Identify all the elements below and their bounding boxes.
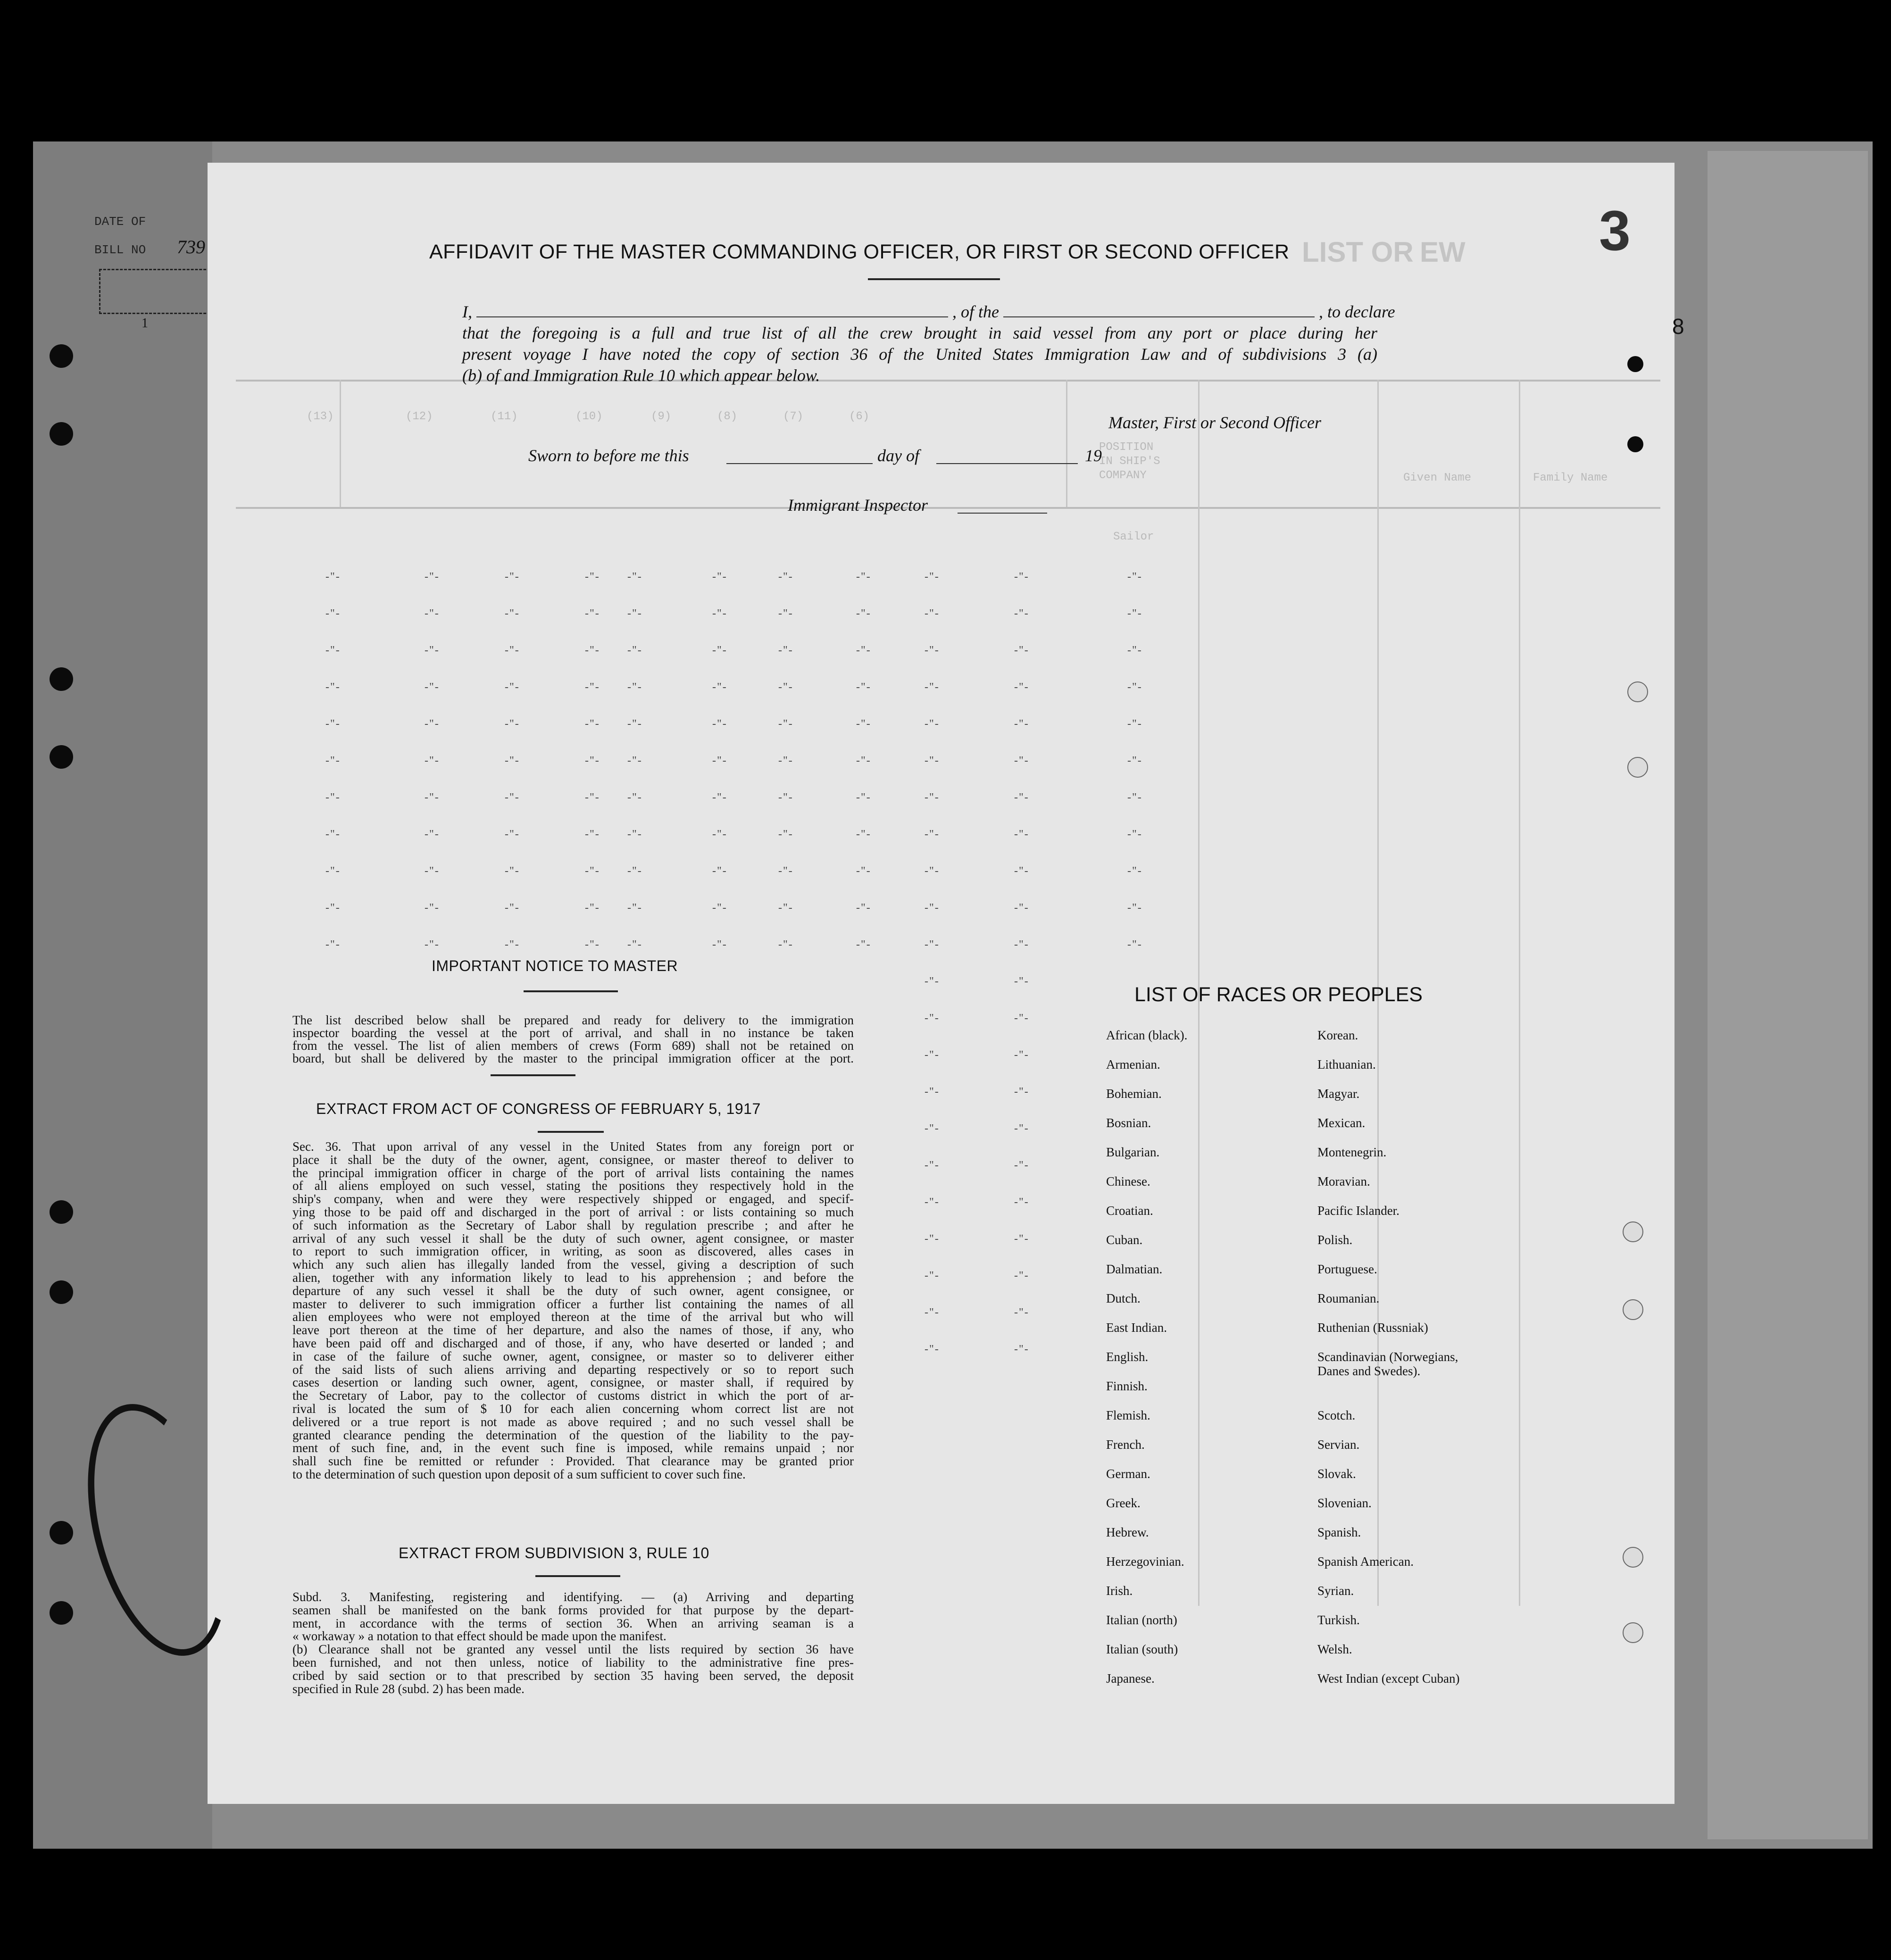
ditto-mark: -"- [1127,865,1142,877]
race-item: Polish. [1317,1233,1353,1247]
race-item: Flemish. [1106,1408,1150,1422]
reinforced-hole [1627,757,1648,778]
extract-act-line: ship's company, when and were they were respectively shipped or engaged, and specif- [292,1192,854,1206]
ditto-mark: -"- [627,607,642,620]
ditto-mark: -"- [325,718,341,730]
reinforced-hole [1623,1299,1643,1320]
showthrough-ships: IN SHIP'S [1099,455,1160,468]
ditto-mark: -"- [925,828,940,840]
binder-hole [50,745,73,769]
ditto-mark: -"- [1127,718,1142,730]
extract-act-line: of such information as the Secretary of Labor shall by regulation prescribe ; and after he [292,1218,854,1232]
showthrough-colnum: (13) [307,410,334,423]
extract-rule-line: seamen shall be manifested on the bank forms provided for that purpose by the depart- [292,1603,854,1617]
name-blank[interactable] [476,316,948,317]
affidavit-title: AFFIDAVIT OF THE MASTER COMMANDING OFFICER, OR FIRST OR SECOND OFFICER [429,241,1290,263]
ditto-mark: -"- [325,607,341,620]
extract-act-line: to report to such immigration officer, in writing, as soon as discovered, alles cases in [292,1244,854,1259]
ditto-mark: -"- [856,571,871,583]
ditto-mark: -"- [856,902,871,914]
race-item: English. [1106,1350,1149,1364]
ditto-mark: -"- [585,828,600,840]
ditto-mark: -"- [925,865,940,877]
binder-hole [50,422,73,446]
ditto-mark: -"- [325,681,341,693]
ditto-mark: -"- [712,938,727,951]
ditto-mark: -"- [778,755,793,767]
affidavit-to-declare: , to declare [1318,302,1395,321]
ditto-mark: -"- [712,755,727,767]
ditto-mark: -"- [325,571,341,583]
extract-rule-line: « workaway » a notation to that effect should be made upon the manifest. [292,1629,666,1644]
ditto-mark: -"- [925,681,940,693]
ditto-mark: -"- [585,571,600,583]
race-item: Scotch. [1317,1408,1356,1422]
ditto-mark: -"- [1014,828,1029,840]
date-label: DATE OF [94,215,146,229]
extract-act-line: Sec. 36. That upon arrival of any vessel in the United States from any foreign port or [292,1139,854,1154]
ditto-mark: -"- [778,571,793,583]
notice-line: The list described below shall be prepared and ready for delivery to the immigration [292,1013,854,1027]
extract-act-rule [538,1131,604,1133]
extract-act-line: departure of any such vessel it shall be the duty of such owner, agent consignee, or [292,1283,854,1298]
extract-rule-line: Subd. 3. Manifesting, registering and identifying. — (a) Arriving and departing [292,1590,854,1604]
ditto-mark: -"- [925,755,940,767]
ditto-mark: -"- [925,571,940,583]
ditto-mark: -"- [325,828,341,840]
ditto-mark: -"- [1014,1233,1029,1245]
signature-label: Master, First or Second Officer [1108,413,1321,432]
extract-act-line: of all aliens employed on such vessel, stating the positions they respectively hold in the [292,1179,854,1193]
showthrough-colnum: (12) [406,410,433,423]
ditto-mark: -"- [505,791,520,804]
affidavit-i: I, [462,302,472,321]
ditto-mark: -"- [1014,1159,1029,1171]
showthrough-title-end: EW [1420,236,1466,268]
ditto-mark: -"- [627,644,642,656]
ditto-mark: -"- [505,571,520,583]
ditto-mark: -"- [585,791,600,804]
ditto-mark: -"- [925,938,940,951]
ditto-mark: -"- [1014,1270,1029,1282]
reinforced-hole [1623,1547,1643,1568]
extract-rule-line: cribed by said section or to that prescribed by section 35 having been served, the deposit [292,1668,854,1683]
ditto-mark: -"- [1014,755,1029,767]
bill-label: BILL NO [94,243,146,257]
race-item: Danes and Swedes). [1317,1364,1421,1378]
binder-hole [50,667,73,691]
ditto-mark: -"- [856,718,871,730]
race-item: Magyar. [1317,1087,1360,1101]
notice-line: inspector boarding the vessel at the port of arrival, and shall in no instance be taken [292,1026,854,1040]
race-item: African (black). [1106,1028,1188,1042]
ditto-mark: -"- [1127,607,1142,620]
extract-act-line: ment of such fine, and, in the event such fine is imposed, while remains unpaid ; nor [292,1441,854,1455]
ditto-mark: -"- [778,865,793,877]
ditto-mark: -"- [1014,644,1029,656]
ditto-mark: -"- [925,607,940,620]
ditto-mark: -"- [1014,1343,1029,1355]
showthrough-colnum: (8) [717,410,738,423]
ditto-mark: -"- [712,607,727,620]
ditto-mark: -"- [1014,1196,1029,1208]
ditto-mark: -"- [627,571,642,583]
race-item: Finnish. [1106,1379,1148,1393]
race-item: East Indian. [1106,1321,1167,1335]
race-item: Italian (south) [1106,1642,1178,1656]
extract-act-line: cases desertion or landing such owner, agent, consignee, or master shall, if required by [292,1375,854,1390]
showthrough-colnum: (10) [575,410,603,423]
ditto-mark: -"- [925,1049,940,1061]
day-blank[interactable] [726,463,873,464]
day-of-label: day of [877,446,919,465]
ditto-mark: -"- [425,938,440,951]
showthrough-title: LIST OR [1302,236,1414,268]
ditto-mark: -"- [925,902,940,914]
showthrough-family: Family Name [1533,472,1608,484]
race-item: German. [1106,1467,1150,1481]
race-item: Greek. [1106,1496,1141,1510]
ditto-mark: -"- [585,681,600,693]
race-item: Japanese. [1106,1671,1155,1686]
race-item: Syrian. [1317,1584,1354,1598]
ditto-mark: -"- [712,718,727,730]
ledger-rule [236,380,1660,382]
ditto-mark: -"- [325,791,341,804]
showthrough-colnum: (11) [491,410,518,423]
race-item: Dutch. [1106,1291,1141,1305]
race-item: Spanish. [1317,1525,1361,1539]
ditto-mark: -"- [778,828,793,840]
race-item: Chinese. [1106,1174,1150,1188]
ditto-mark: -"- [1014,718,1029,730]
ditto-mark: -"- [1127,902,1142,914]
extract-act-line: of the said lists of such aliens arriving and departing respectively or so to report such [292,1362,854,1377]
extract-act-line: delivered or a true report is not made as above required ; and no such vessel shall be [292,1414,854,1429]
ditto-mark: -"- [925,975,940,988]
extract-act-line: the principal immigration officer in charge of the port of arrival lists containing the names [292,1165,854,1180]
race-item: Croatian. [1106,1204,1153,1218]
ditto-mark: -"- [712,791,727,804]
affidavit-line1 [462,302,1395,322]
extract-act-line: arrival of any such vessel it shall be the duty of such owner, agent consignee, or master [292,1231,854,1246]
extract-act-line: master to deliverer to such immigration officer a further list containing the names of all [292,1296,854,1311]
ditto-mark: -"- [1014,791,1029,804]
ditto-mark: -"- [425,865,440,877]
binder-hole [50,344,73,368]
backing-sheet-edge [1708,151,1868,1839]
ditto-mark: -"- [1014,571,1029,583]
ditto-mark: -"- [1127,755,1142,767]
race-item: Ruthenian (Russniak) [1317,1321,1428,1335]
ditto-mark: -"- [425,681,440,693]
bill-number: 739 [177,236,205,257]
binder-hole [50,1601,73,1625]
extract-act-line: the Secretary of Labor, pay to the collector of customs district in which the port of ar- [292,1388,854,1403]
extract-rule-line: ment, in accordance with the terms of section 36. When an arriving seaman is a [292,1616,854,1630]
binder-hole [50,1280,73,1304]
ditto-mark: -"- [856,791,871,804]
ditto-mark: -"- [778,938,793,951]
vessel-blank[interactable] [1003,316,1315,317]
ditto-mark: -"- [627,902,642,914]
ditto-mark: -"- [778,644,793,656]
extract-act-line: which any such alien has illegally landed from the vessel, giving a description of such [292,1257,854,1272]
ditto-mark: -"- [1014,865,1029,877]
ditto-mark: -"- [778,718,793,730]
ledger-rule [236,507,1660,509]
binder-hole [50,1200,73,1224]
ditto-mark: -"- [1014,1122,1029,1135]
ditto-mark: -"- [925,1343,940,1355]
extract-act-line: alien, together with any information likely to lead to his apprehension ; and before the [292,1271,854,1285]
showthrough-company: COMPANY [1099,469,1147,482]
stamp-box [99,269,210,314]
extract-rule-line: (b) Clearance shall not be granted any vessel until the lists required by section 36 have [292,1642,854,1657]
race-item: Scandinavian (Norwegians, [1317,1350,1458,1364]
ditto-mark: -"- [627,755,642,767]
ditto-mark: -"- [856,681,871,693]
ditto-mark: -"- [856,828,871,840]
corner-page-mark: 3 [1599,199,1631,262]
ditto-mark: -"- [925,1159,940,1171]
race-item: Herzegovinian. [1106,1554,1184,1569]
ditto-mark: -"- [585,938,600,951]
ditto-mark: -"- [425,902,440,914]
reinforced-hole [1623,1221,1643,1242]
extract-act-line: place it shall be the duty of the owner, agent, consignee, or master thereof to deliver to [292,1152,854,1167]
notice-title: IMPORTANT NOTICE TO MASTER [432,957,678,974]
reinforced-hole [1623,1622,1643,1643]
ditto-mark: -"- [1014,1012,1029,1024]
ditto-mark: -"- [425,791,440,804]
ditto-mark: -"- [505,681,520,693]
ditto-mark: -"- [1127,828,1142,840]
race-item: Slovenian. [1317,1496,1372,1510]
ditto-mark: -"- [627,865,642,877]
ditto-mark: -"- [1014,1306,1029,1319]
affidavit-line2: that the foregoing is a full and true list of all the crew brought in said vessel from any port or place during her [462,324,1377,342]
ditto-mark: -"- [585,607,600,620]
race-item: Armenian. [1106,1057,1160,1071]
ditto-mark: -"- [585,865,600,877]
ditto-mark: -"- [627,718,642,730]
race-item: Roumanian. [1317,1291,1380,1305]
ditto-mark: -"- [925,1012,940,1024]
extract-rule-rule [535,1575,620,1577]
ditto-mark: -"- [925,1306,940,1319]
extract-act-line: ying those to be paid off and discharged in the port of arrival : or lists containing so much [292,1205,854,1219]
race-item: Portuguese. [1317,1262,1377,1276]
ditto-mark: -"- [425,828,440,840]
month-blank[interactable] [936,463,1078,464]
ditto-mark: -"- [627,791,642,804]
ditto-mark: -"- [1014,902,1029,914]
ditto-mark: -"- [505,644,520,656]
race-item: Cuban. [1106,1233,1143,1247]
affidavit-of-the: , of the [952,302,999,321]
race-item: Bohemian. [1106,1087,1162,1101]
ditto-mark: -"- [425,607,440,620]
ledger-col [1066,380,1067,507]
extract-act-title: EXTRACT FROM ACT OF CONGRESS OF FEBRUARY 5, 1917 [316,1100,761,1117]
ditto-mark: -"- [778,607,793,620]
ditto-mark: -"- [425,644,440,656]
race-item: Italian (north) [1106,1613,1177,1627]
extract-act-line: have been paid off and discharged and of those, if any, who have deserted or landed ; and [292,1336,854,1350]
race-item: Spanish American. [1317,1554,1414,1569]
ditto-mark: -"- [325,865,341,877]
ditto-mark: -"- [778,902,793,914]
race-item: Welsh. [1317,1642,1352,1656]
ditto-mark: -"- [856,938,871,951]
punch-hole [1627,436,1643,452]
ditto-mark: -"- [425,571,440,583]
ditto-mark: -"- [1127,571,1142,583]
race-item: Irish. [1106,1584,1133,1598]
ditto-mark: -"- [505,902,520,914]
extract-act-line: leave port thereon at the time of her departure, and also the names of those, if any, who [292,1323,854,1337]
ditto-mark: -"- [925,644,940,656]
reinforced-hole [1627,681,1648,702]
ditto-mark: -"- [325,938,341,951]
ditto-mark: -"- [325,902,341,914]
extract-rule-line: been furnished, and not then unless, notice of liability to the administrative fine pres- [292,1655,854,1669]
race-item: French. [1106,1437,1145,1452]
ditto-mark: -"- [778,791,793,804]
ditto-mark: -"- [925,1233,940,1245]
notice-end-rule [491,1074,575,1076]
ditto-mark: -"- [712,571,727,583]
showthrough-given: Given Name [1403,472,1472,484]
binder-hole [50,1521,73,1545]
ditto-mark: -"- [505,755,520,767]
inspector-label: Immigrant Inspector [788,496,928,515]
race-item: Bosnian. [1106,1116,1151,1130]
ledger-col [340,380,341,507]
race-item: Pacific Islander. [1317,1204,1400,1218]
extract-act-line: in case of the failure of suche owner, agent, consignee, or master so to deliverer either [292,1349,854,1363]
showthrough-colnum: (6) [849,410,870,423]
ditto-mark: -"- [712,828,727,840]
extract-rule-line: specified in Rule 28 (subd. 2) has been made. [292,1681,525,1696]
ditto-mark: -"- [325,755,341,767]
ditto-mark: -"- [505,865,520,877]
ditto-mark: -"- [925,791,940,804]
notice-rule [524,990,618,992]
ditto-mark: -"- [627,828,642,840]
showthrough-colnum: (9) [651,410,672,423]
race-item: Turkish. [1317,1613,1360,1627]
race-item: Lithuanian. [1317,1057,1376,1071]
race-item: Mexican. [1317,1116,1366,1130]
ditto-mark: -"- [1014,1049,1029,1061]
ditto-mark: -"- [925,1270,940,1282]
race-item: Slovak. [1317,1467,1356,1481]
ditto-mark: -"- [925,718,940,730]
extract-act-line: alien employees who were not employed thereon at the time of the arrival but who will [292,1310,854,1324]
ditto-mark: -"- [627,938,642,951]
ditto-mark: -"- [1127,681,1142,693]
small-mark: 1 [142,316,148,331]
ditto-mark: -"- [925,1086,940,1098]
showthrough-sailor: Sailor [1113,531,1154,543]
race-item: Korean. [1317,1028,1358,1042]
race-item: Servian. [1317,1437,1360,1452]
ditto-mark: -"- [856,865,871,877]
ditto-mark: -"- [505,938,520,951]
showthrough-position: POSITION [1099,441,1154,454]
race-item: West Indian (except Cuban) [1317,1671,1460,1686]
extract-act-line: granted clearance pending the determination of the question of the liability to the pay- [292,1428,854,1442]
race-item: Moravian. [1317,1174,1370,1188]
ditto-mark: -"- [712,865,727,877]
ditto-mark: -"- [505,607,520,620]
side-digit: 8 [1672,314,1684,339]
ditto-mark: -"- [856,607,871,620]
extract-act-line: rival is located the sum of $ 10 for each alien concerning whom correct list are not [292,1402,854,1416]
affidavit-line4: (b) of and Immigration Rule 10 which appear below. [462,366,820,385]
ditto-mark: -"- [585,902,600,914]
ditto-mark: -"- [925,1122,940,1135]
ditto-mark: -"- [1127,938,1142,951]
ditto-mark: -"- [1014,975,1029,988]
ditto-mark: -"- [856,644,871,656]
ditto-mark: -"- [1127,791,1142,804]
extract-rule-title: EXTRACT FROM SUBDIVISION 3, RULE 10 [399,1545,709,1561]
title-rule [868,278,1000,280]
year-label: 19 [1085,446,1102,465]
ditto-mark: -"- [1014,681,1029,693]
ditto-mark: -"- [712,644,727,656]
ditto-mark: -"- [425,718,440,730]
notice-line: from the vessel. The list of alien members of crews (Form 689) shall not be retained on [292,1038,854,1053]
extract-act-line: shall such fine be remitted or refunder : Provided. That clearance may be granted prior [292,1454,854,1469]
races-title: LIST OF RACES OR PEOPLES [1134,983,1423,1006]
punch-hole [1627,356,1643,372]
race-item: Hebrew. [1106,1525,1149,1539]
ledger-col [1519,380,1520,1606]
ditto-mark: -"- [925,1196,940,1208]
ditto-mark: -"- [585,718,600,730]
extract-act-line: to the determination of such question upon deposit of a sum sufficient to cover such fine. [292,1467,746,1481]
ditto-mark: -"- [627,681,642,693]
sworn-label: Sworn to before me this [528,446,689,465]
ditto-mark: -"- [585,755,600,767]
ditto-mark: -"- [1127,644,1142,656]
affidavit-line3: present voyage I have noted the copy of section 36 of the United States Immigration Law and of subdivisions 3 (a) [462,345,1377,364]
ditto-mark: -"- [1014,938,1029,951]
ditto-mark: -"- [712,681,727,693]
notice-line: board, but shall be delivered by the master to the principal immigration officer at the port. [292,1051,854,1065]
ditto-mark: -"- [712,902,727,914]
ditto-mark: -"- [425,755,440,767]
inspector-blank[interactable] [958,513,1047,514]
ditto-mark: -"- [1014,607,1029,620]
race-item: Bulgarian. [1106,1145,1160,1159]
ditto-mark: -"- [856,755,871,767]
race-item: Montenegrin. [1317,1145,1387,1159]
ditto-mark: -"- [325,644,341,656]
ditto-mark: -"- [778,681,793,693]
race-item: Dalmatian. [1106,1262,1163,1276]
ditto-mark: -"- [585,644,600,656]
ditto-mark: -"- [505,828,520,840]
ditto-mark: -"- [505,718,520,730]
ditto-mark: -"- [1014,1086,1029,1098]
showthrough-colnum: (7) [783,410,804,423]
